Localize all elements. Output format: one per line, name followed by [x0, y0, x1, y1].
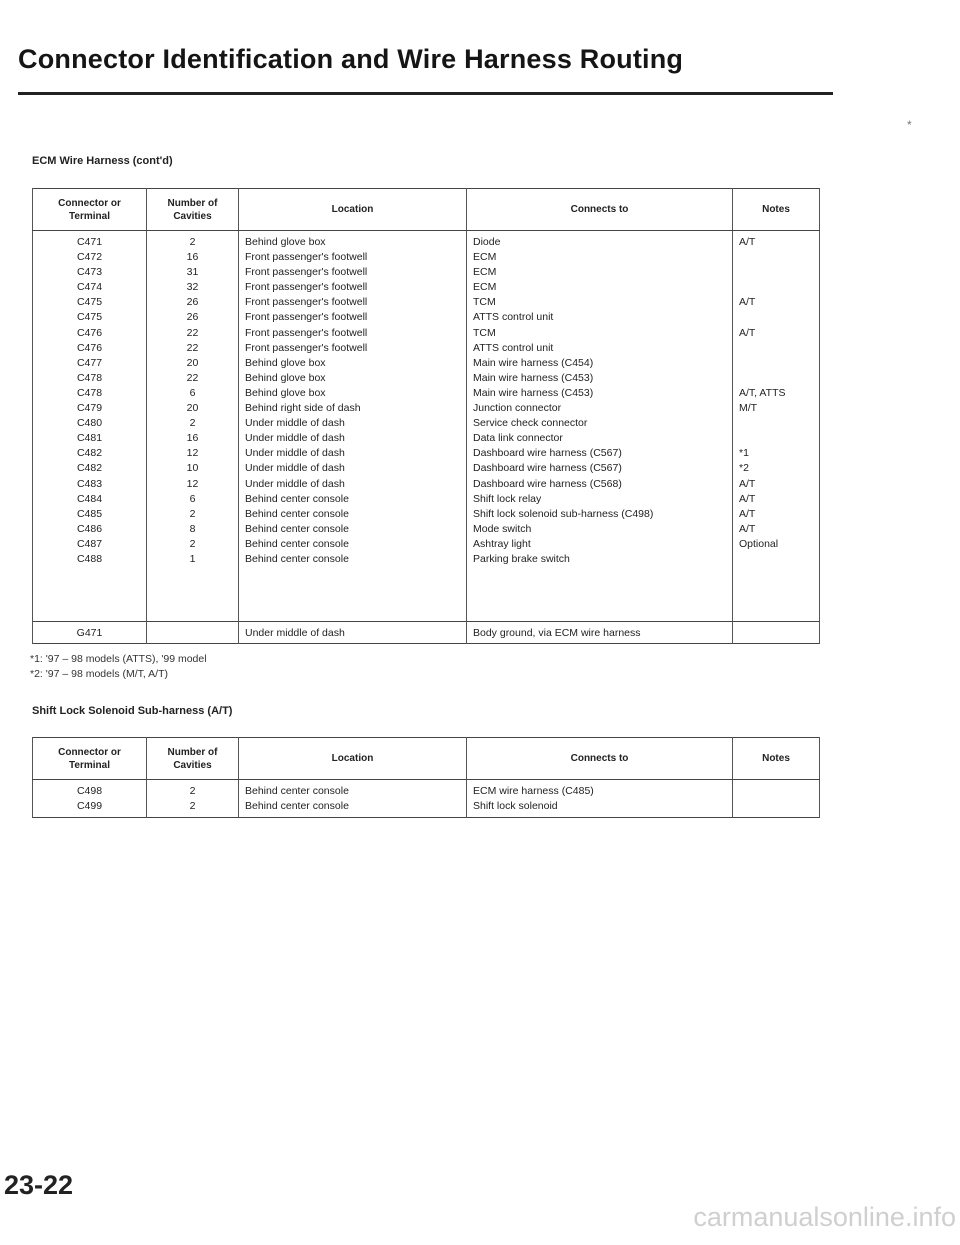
header-cavities: Number of Cavities [147, 738, 239, 780]
list-item: A/T [739, 492, 756, 505]
header-connector: Connector or Terminal [33, 738, 147, 780]
header-notes: Notes [733, 738, 820, 780]
notes-column [733, 780, 820, 818]
list-item: 1 [189, 552, 196, 565]
location-column [239, 231, 467, 622]
list-item: Junction connector [473, 402, 562, 415]
list-item: Behind center console [245, 507, 349, 520]
list-item: A/T [739, 477, 756, 490]
list-item: Behind center console [245, 800, 349, 813]
list-item: *2 [739, 462, 749, 475]
list-item: Behind glove box [245, 356, 326, 369]
list-item [739, 371, 813, 386]
list-item: C481 [76, 432, 103, 445]
ground-connector: G471 [33, 622, 147, 644]
list-item: 2 [189, 417, 196, 430]
list-item: 10 [186, 462, 199, 475]
list-item: 12 [186, 447, 199, 460]
cavities-column [147, 231, 239, 622]
list-item [739, 356, 813, 371]
list-item: C482 [76, 462, 103, 475]
list-item: 22 [186, 326, 199, 339]
list-item: 22 [186, 341, 199, 354]
shift-lock-section-heading: Shift Lock Solenoid Sub-harness (A/T) [32, 705, 233, 717]
list-item: 2 [189, 537, 196, 550]
notes-column [733, 231, 820, 622]
connector-column [33, 780, 147, 818]
list-item: ATTS control unit [473, 341, 554, 354]
list-item: Behind center console [245, 522, 349, 535]
header-connects-to: Connects to [467, 189, 733, 231]
list-item: Under middle of dash [245, 462, 345, 475]
header-connects-to: Connects to [467, 738, 733, 780]
location-column [239, 780, 467, 818]
list-item: C482 [76, 447, 103, 460]
list-item: Under middle of dash [245, 447, 345, 460]
list-item: Dashboard wire harness (C568) [473, 477, 622, 490]
list-item: Shift lock relay [473, 492, 542, 505]
header-location: Location [239, 189, 467, 231]
connects-to-column [467, 780, 733, 818]
list-item: 32 [186, 281, 199, 294]
page-number: 23-22 [4, 1170, 74, 1200]
list-item: Parking brake switch [473, 552, 570, 565]
list-item [739, 431, 813, 446]
title-underline [18, 92, 833, 95]
header-connector: Connector or Terminal [33, 189, 147, 231]
list-item: A/T [739, 236, 756, 248]
list-item [739, 552, 813, 567]
list-item: TCM [473, 296, 496, 309]
shift-lock-table [32, 737, 820, 818]
margin-mark: * [907, 118, 912, 132]
list-item: Service check connector [473, 417, 588, 430]
connects-to-column [467, 231, 733, 622]
list-item: C487 [76, 537, 103, 550]
list-item: C472 [76, 251, 103, 264]
footnote-2: *2: '97 – 98 models (M/T, A/T) [30, 668, 168, 680]
list-item: Front passenger's footwell [245, 281, 368, 294]
list-item: Behind center console [245, 785, 349, 797]
list-item: 2 [189, 236, 196, 248]
list-item: Behind center console [245, 492, 349, 505]
list-item: Under middle of dash [245, 477, 345, 490]
list-item: Ashtray light [473, 537, 531, 550]
list-item: Front passenger's footwell [245, 266, 368, 279]
table-row-ground [33, 622, 820, 644]
list-item: 22 [186, 371, 199, 384]
list-item: A/T [739, 296, 756, 309]
list-item: Behind right side of dash [245, 402, 361, 415]
list-item: Under middle of dash [245, 432, 345, 445]
list-item: Front passenger's footwell [245, 296, 368, 309]
list-item [739, 416, 813, 431]
list-item: C484 [76, 492, 103, 505]
list-item: Behind glove box [245, 371, 326, 384]
list-item: C471 [76, 236, 103, 248]
list-item: 2 [189, 507, 196, 520]
list-item: 2 [189, 800, 196, 813]
list-item: Data link connector [473, 432, 563, 445]
list-item: C479 [76, 402, 103, 415]
list-item [739, 341, 813, 356]
list-item: Dashboard wire harness (C567) [473, 447, 622, 460]
list-item: Front passenger's footwell [245, 341, 368, 354]
list-item: Main wire harness (C453) [473, 371, 594, 384]
header-cavities: Number of Cavities [147, 189, 239, 231]
list-item: 16 [186, 251, 199, 264]
list-item: C480 [76, 417, 103, 430]
list-item: Behind glove box [245, 386, 326, 399]
list-item: C485 [76, 507, 103, 520]
list-item [739, 310, 813, 325]
list-item: C475 [76, 296, 103, 309]
list-item: 20 [186, 356, 199, 369]
list-item: ECM [473, 266, 497, 279]
ecm-section-heading: ECM Wire Harness (cont'd) [32, 155, 173, 167]
ground-notes [733, 622, 820, 644]
list-item: Behind center console [245, 552, 349, 565]
list-item: Main wire harness (C454) [473, 356, 594, 369]
list-item: Shift lock solenoid sub-harness (C498) [473, 507, 654, 520]
list-item: A/T [739, 326, 756, 339]
list-item: Behind center console [245, 537, 349, 550]
list-item: 26 [186, 296, 199, 309]
list-item: C475 [76, 311, 103, 324]
list-item: Shift lock solenoid [473, 800, 558, 813]
ecm-harness-table [32, 188, 820, 644]
list-item: M/T [739, 402, 758, 415]
list-item [739, 265, 813, 280]
list-item: A/T [739, 522, 756, 535]
list-item: A/T, ATTS [739, 386, 786, 399]
ground-connects-to: Body ground, via ECM wire harness [467, 622, 733, 644]
connector-column [33, 231, 147, 622]
list-item: C499 [76, 800, 103, 813]
list-item: C476 [76, 341, 103, 354]
list-item: C498 [76, 785, 103, 797]
header-notes: Notes [733, 189, 820, 231]
list-item: 2 [189, 785, 196, 797]
list-item: C477 [76, 356, 103, 369]
list-item: C476 [76, 326, 103, 339]
list-item: C483 [76, 477, 103, 490]
list-item: 31 [186, 266, 199, 279]
list-item: *1 [739, 447, 749, 460]
list-item: Behind glove box [245, 236, 326, 248]
list-item: TCM [473, 326, 496, 339]
ground-location: Under middle of dash [239, 622, 467, 644]
list-item: C473 [76, 266, 103, 279]
list-item: 12 [186, 477, 199, 490]
watermark: carmanualsonline.info [693, 1202, 956, 1232]
list-item: C478 [76, 371, 103, 384]
list-item: ECM wire harness (C485) [473, 785, 594, 797]
list-item: A/T [739, 507, 756, 520]
list-item: 20 [186, 402, 199, 415]
list-item: ECM [473, 281, 497, 294]
list-item: Mode switch [473, 522, 532, 535]
list-item: Main wire harness (C453) [473, 386, 594, 399]
list-item: Front passenger's footwell [245, 326, 368, 339]
list-item: 6 [189, 492, 196, 505]
list-item: ATTS control unit [473, 311, 554, 324]
ground-cavities [147, 622, 239, 644]
list-item [739, 280, 813, 295]
list-item: 6 [189, 386, 196, 399]
list-item: Front passenger's footwell [245, 311, 368, 324]
list-item: 8 [189, 522, 196, 535]
list-item: Under middle of dash [245, 417, 345, 430]
list-item: Front passenger's footwell [245, 251, 368, 264]
list-item [739, 250, 813, 265]
list-item: Dashboard wire harness (C567) [473, 462, 622, 475]
list-item: C478 [76, 386, 103, 399]
list-item: Diode [473, 236, 501, 248]
list-item: C474 [76, 281, 103, 294]
cavities-column [147, 780, 239, 818]
list-item: Optional [739, 537, 779, 550]
header-location: Location [239, 738, 467, 780]
footnote-1: *1: '97 – 98 models (ATTS), '99 model [30, 653, 207, 665]
list-item: 26 [186, 311, 199, 324]
list-item: ECM [473, 251, 497, 264]
page-title: Connector Identification and Wire Harness Routing [18, 44, 684, 74]
list-item: 16 [186, 432, 199, 445]
list-item: C486 [76, 522, 103, 535]
list-item: C488 [76, 552, 103, 565]
